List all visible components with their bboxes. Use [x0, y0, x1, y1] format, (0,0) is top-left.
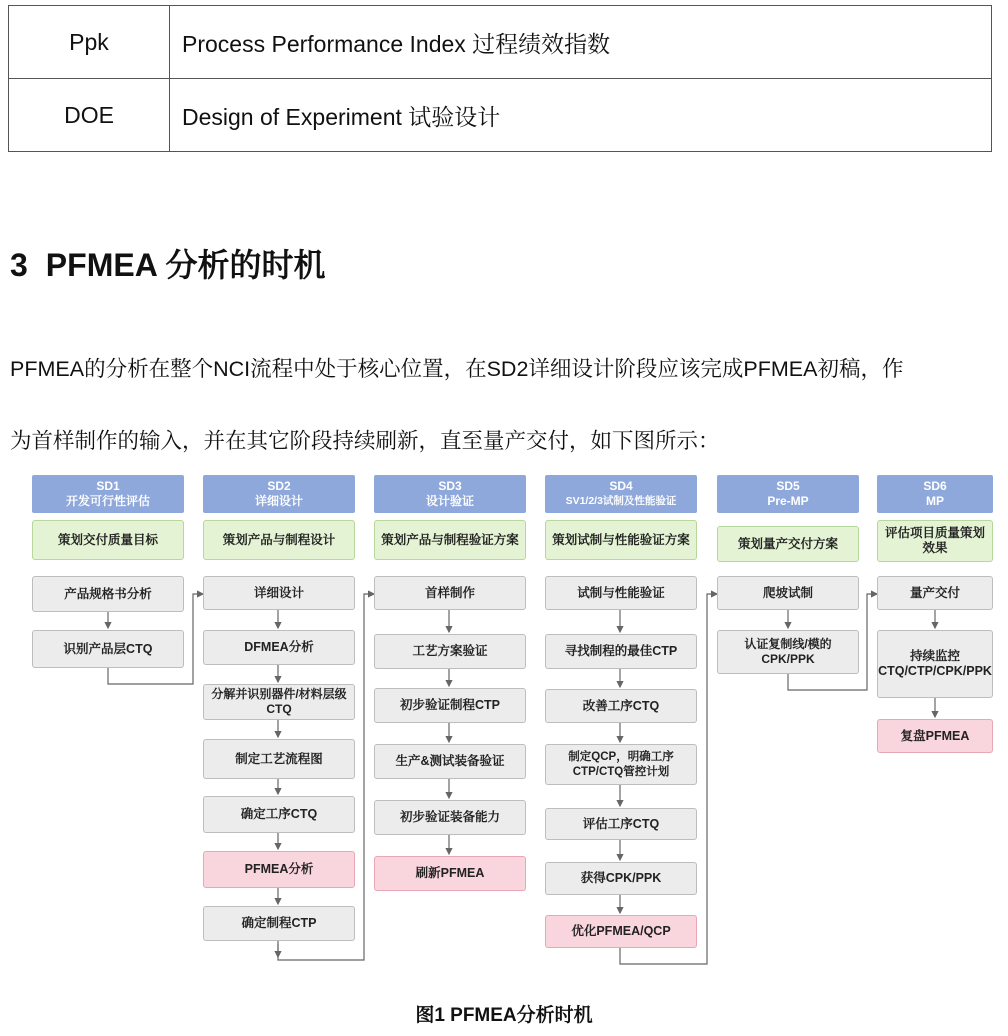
flow-box: 初步验证装备能力	[374, 800, 526, 835]
flow-box: 认证复制线/模的CPK/PPK	[717, 630, 859, 674]
column-header-sd5	[717, 475, 859, 513]
flow-box: 策划产品与制程设计	[203, 520, 355, 560]
flow-box: 获得CPK/PPK	[545, 862, 697, 895]
section-heading	[10, 240, 326, 286]
column-header-sd2	[203, 475, 355, 513]
flow-box: 产品规格书分析	[32, 576, 184, 612]
column-header-sd3	[374, 475, 526, 513]
section-title: PFMEA 分析的时机	[45, 247, 326, 283]
flow-box: PFMEA分析	[203, 851, 355, 888]
column-header-sd6	[877, 475, 993, 513]
column-id: SD3	[438, 479, 462, 493]
flow-box: 确定制程CTP	[203, 906, 355, 941]
flow-box: 详细设计	[203, 576, 355, 610]
flow-box: 策划量产交付方案	[717, 526, 859, 562]
column-header-sd1	[32, 475, 184, 513]
flow-box: 首样制作	[374, 576, 526, 610]
pfmea-timing-diagram	[0, 470, 1008, 970]
flow-box: 策划产品与制程验证方案	[374, 520, 526, 560]
column-id: SD5	[776, 479, 800, 493]
flow-box: 分解并识别器件/材料层级CTQ	[203, 684, 355, 720]
flow-box: 爬坡试制	[717, 576, 859, 610]
column-subtitle: 设计验证	[425, 494, 474, 508]
flow-box: 优化PFMEA/QCP	[545, 915, 697, 948]
abbr-description: Process Performance Index 过程绩效指数	[170, 6, 992, 79]
flow-box: DFMEA分析	[203, 630, 355, 665]
flow-box: 确定工序CTQ	[203, 796, 355, 833]
flow-box: 策划试制与性能验证方案	[545, 520, 697, 560]
flow-box: 改善工序CTQ	[545, 689, 697, 723]
flow-box: 工艺方案验证	[374, 634, 526, 669]
abbr-code: Ppk	[9, 6, 170, 79]
flow-box: 制定工艺流程图	[203, 739, 355, 779]
flow-box: 初步验证制程CTP	[374, 688, 526, 723]
column-id: SD4	[609, 479, 633, 493]
column-header-sd4	[545, 475, 697, 513]
flow-box: 复盘PFMEA	[877, 719, 993, 753]
abbr-description: Design of Experiment 试验设计	[170, 79, 992, 152]
paragraph-line-1: PFMEA的分析在整个NCI流程中处于核心位置，在SD2详细设计阶段应该完成PFMEA初稿，作	[10, 357, 904, 381]
flow-box: 持续监控CTQ/CTP/CPK/PPK	[877, 630, 993, 698]
abbreviation-table	[8, 5, 992, 152]
column-subtitle: MP	[926, 494, 944, 508]
flow-box: 寻找制程的最佳CTP	[545, 634, 697, 669]
flow-box: 策划交付质量目标	[32, 520, 184, 560]
column-id: SD2	[267, 479, 291, 493]
table-row	[9, 79, 992, 152]
column-subtitle: 详细设计	[254, 494, 303, 508]
section-number: 3	[10, 247, 28, 283]
column-id: SD6	[923, 479, 947, 493]
column-id: SD1	[96, 479, 120, 493]
flow-box: 刷新PFMEA	[374, 856, 526, 891]
paragraph-line-2: 为首样制作的输入，并在其它阶段持续刷新，直至量产交付，如下图所示：	[10, 429, 720, 453]
figure-caption: 图1 PFMEA分析时机	[415, 1005, 593, 1026]
column-subtitle: SV1/2/3试制及性能验证	[565, 495, 677, 507]
abbr-code: DOE	[9, 79, 170, 152]
column-subtitle: 开发可行性评估	[65, 494, 150, 508]
flow-box: 量产交付	[877, 576, 993, 610]
flow-box: 评估项目质量策划效果	[877, 520, 993, 562]
flow-box: 生产&测试装备验证	[374, 744, 526, 779]
flow-box: 试制与性能验证	[545, 576, 697, 610]
flow-box: 评估工序CTQ	[545, 808, 697, 840]
table-row	[9, 6, 992, 79]
column-subtitle: Pre-MP	[767, 494, 809, 508]
flow-box: 制定QCP，明确工序CTP/CTQ管控计划	[545, 744, 697, 785]
flow-box: 识别产品层CTQ	[32, 630, 184, 668]
